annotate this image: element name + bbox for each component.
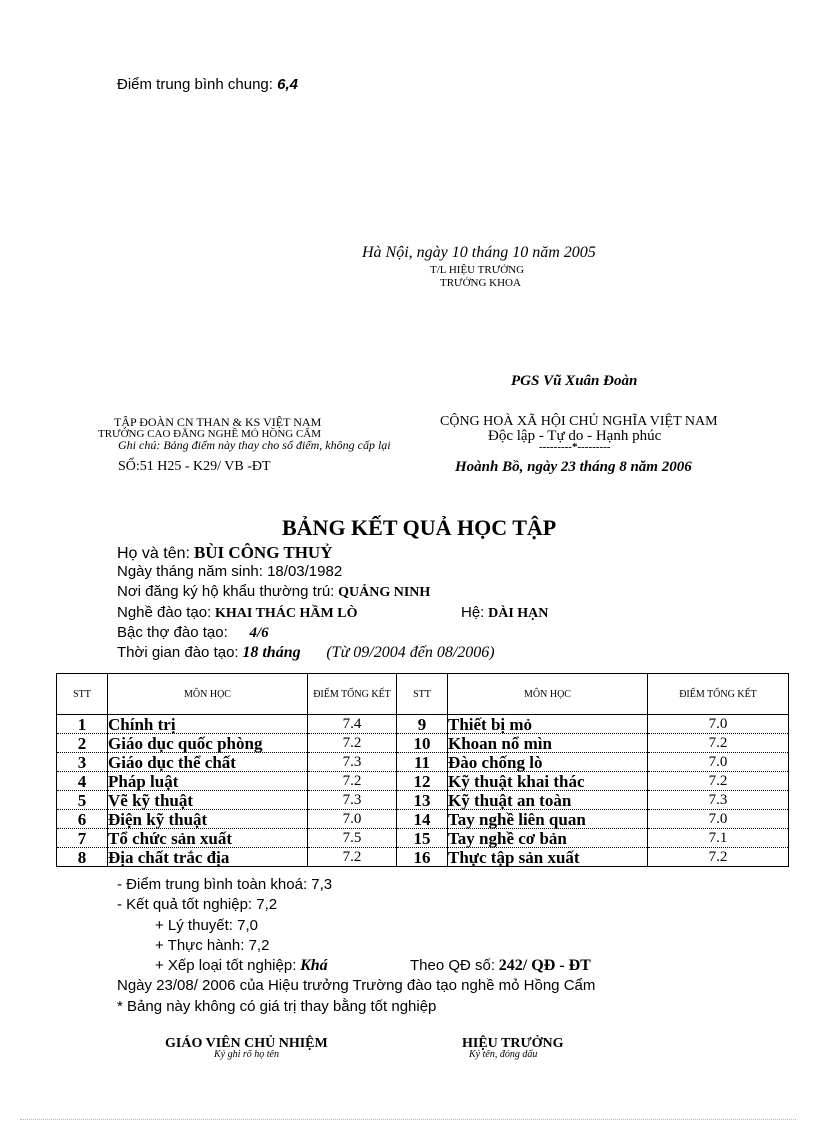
sign-top-title2: TRƯỞNG KHOA	[440, 277, 521, 289]
header-subject: MÔN HỌC	[108, 674, 308, 715]
row-score: 7.0	[648, 715, 789, 734]
top-average-line	[117, 76, 298, 93]
level-value: 4/6	[249, 625, 269, 641]
summary-average: - Điểm trung bình toàn khoá: 7,3	[117, 876, 333, 893]
sign-top-name: PGS Vũ Xuân Đoàn	[511, 373, 638, 389]
nation-separator: ---------*---------	[539, 441, 611, 453]
dob-label: Ngày tháng năm sinh:	[117, 563, 263, 580]
residence-line	[117, 583, 430, 601]
row-score: 7.4	[308, 715, 397, 734]
row-stt: 2	[57, 734, 108, 753]
row-score: 7.2	[648, 848, 789, 867]
sign-teacher-sub: Ký ghi rõ họ tên	[214, 1049, 279, 1060]
summary-theory: + Lý thuyết: 7,0	[155, 917, 258, 934]
row-score: 7.2	[308, 848, 397, 867]
row-stt: 5	[57, 791, 108, 810]
sign-principal-sub: Ký tên, đóng dấu	[469, 1049, 538, 1060]
row-score: 7.2	[308, 734, 397, 753]
row-stt: 10	[397, 734, 448, 753]
rank-value: Khá	[300, 957, 328, 974]
header-score: ĐIỂM TỔNG KẾT	[648, 674, 789, 715]
row-score: 7.0	[648, 753, 789, 772]
major-label: Nghề đào tạo:	[117, 604, 212, 621]
row-score: 7.0	[648, 810, 789, 829]
row-subject: Kỹ thuật an toàn	[448, 791, 648, 810]
system-line	[461, 604, 548, 622]
top-average-value: 6,4	[277, 76, 298, 93]
row-stt: 15	[397, 829, 448, 848]
row-stt: 11	[397, 753, 448, 772]
grades-table	[56, 673, 789, 867]
residence-label: Nơi đăng ký hộ khẩu thường trú:	[117, 583, 335, 600]
row-score: 7.2	[648, 734, 789, 753]
row-subject: Chính trị	[108, 715, 308, 734]
duration-period: (Từ 09/2004 đến 08/2006)	[326, 644, 495, 661]
decision-line	[410, 957, 591, 975]
row-stt: 12	[397, 772, 448, 791]
row-stt: 3	[57, 753, 108, 772]
duration-value: 18 tháng	[242, 644, 301, 661]
row-subject: Thực tập sản xuất	[448, 848, 648, 867]
page-title: BẢNG KẾT QUẢ HỌC TẬP	[282, 515, 557, 540]
note: Ghi chú: Bảng điểm này thay cho sổ điểm, không cấp lại	[118, 438, 391, 452]
row-score: 7.3	[308, 791, 397, 810]
row-score: 7.1	[648, 829, 789, 848]
table-row	[57, 772, 789, 791]
row-subject: Kỹ thuật khai thác	[448, 772, 648, 791]
student-name: BÙI CÔNG THUỶ	[193, 543, 333, 562]
row-subject: Địa chất trắc địa	[108, 848, 308, 867]
decision-issued: Ngày 23/08/ 2006 của Hiệu trưởng Trường đào tạo nghề mỏ Hồng Cẩm	[117, 977, 596, 994]
row-stt: 1	[57, 715, 108, 734]
table-row	[57, 715, 789, 734]
row-subject: Vẽ kỹ thuật	[108, 791, 308, 810]
page-bottom-divider	[20, 1119, 796, 1120]
summary-graduation: - Kết quả tốt nghiệp: 7,2	[117, 896, 278, 913]
row-stt: 9	[397, 715, 448, 734]
major-value: KHAI THÁC HẦM LÒ	[215, 606, 358, 621]
table-row	[57, 791, 789, 810]
row-stt: 13	[397, 791, 448, 810]
row-subject: Đào chống lò	[448, 753, 648, 772]
major-line	[117, 604, 357, 622]
table-row	[57, 753, 789, 772]
row-subject: Tay nghề cơ bản	[448, 829, 648, 848]
row-subject: Giáo dục thể chất	[108, 753, 308, 772]
row-score: 7.3	[648, 791, 789, 810]
top-average-label: Điểm trung bình chung:	[117, 76, 273, 93]
decision-label: Theo QĐ số:	[410, 957, 496, 974]
row-stt: 6	[57, 810, 108, 829]
row-subject: Thiết bị mỏ	[448, 715, 648, 734]
system-label: Hệ:	[461, 604, 485, 621]
duration-label: Thời gian đào tạo:	[117, 644, 239, 661]
table-header-row	[57, 674, 789, 715]
row-stt: 14	[397, 810, 448, 829]
summary-practice: + Thực hành: 7,2	[155, 937, 270, 954]
row-stt: 16	[397, 848, 448, 867]
issue-date: Hoành Bồ, ngày 23 tháng 8 năm 2006	[455, 459, 692, 475]
duration-line	[117, 644, 495, 662]
dob-line	[117, 563, 342, 580]
sign-top-date: Hà Nội, ngày 10 tháng 10 năm 2005	[362, 244, 596, 261]
doc-number: SỐ:51 H25 - K29/ VB -ĐT	[118, 459, 271, 474]
sign-top-title1: T/L HIỆU TRƯỞNG	[430, 264, 525, 276]
level-label: Bậc thợ đào tạo:	[117, 624, 228, 641]
sign-teacher-title: GIÁO VIÊN CHỦ NHIỆM	[165, 1036, 328, 1051]
table-row	[57, 829, 789, 848]
row-score: 7.5	[308, 829, 397, 848]
header-score: ĐIỂM TỔNG KẾT	[308, 674, 397, 715]
table-row	[57, 848, 789, 867]
student-name-label: Họ và tên:	[117, 545, 190, 562]
table-row	[57, 734, 789, 753]
row-subject: Tay nghề liên quan	[448, 810, 648, 829]
row-score: 7.2	[648, 772, 789, 791]
row-subject: Điện kỹ thuật	[108, 810, 308, 829]
rank-label: + Xếp loại tốt nghiệp:	[155, 957, 297, 974]
header-subject: MÔN HỌC	[448, 674, 648, 715]
row-score: 7.0	[308, 810, 397, 829]
table-row	[57, 810, 789, 829]
residence-value: QUẢNG NINH	[338, 585, 431, 600]
org-name: TẬP ĐOÀN CN THAN & KS VIỆT NAM	[114, 415, 322, 429]
summary-rank-line	[155, 957, 328, 975]
row-stt: 8	[57, 848, 108, 867]
row-score: 7.2	[308, 772, 397, 791]
level-line	[117, 624, 269, 642]
decision-value: 242/ QĐ - ĐT	[498, 957, 591, 974]
nation-title: CỘNG HOÀ XÃ HỘI CHỦ NGHĨA VIỆT NAM	[440, 414, 718, 429]
row-subject: Pháp luật	[108, 772, 308, 791]
system-value: DÀI HẠN	[488, 606, 549, 621]
header-stt: STT	[397, 674, 448, 715]
row-score: 7.3	[308, 753, 397, 772]
row-subject: Tổ chức sản xuất	[108, 829, 308, 848]
student-name-line	[117, 543, 332, 563]
school-name: TRƯỜNG CAO ĐẲNG NGHỀ MỎ HỒNG CẨM	[98, 428, 322, 440]
row-stt: 4	[57, 772, 108, 791]
sign-principal-title: HIỆU TRƯỞNG	[462, 1036, 564, 1051]
disclaimer: * Bảng này không có giá trị thay bằng tốt nghiệp	[117, 998, 437, 1015]
dob-value: 18/03/1982	[267, 563, 343, 580]
row-subject: Khoan nổ mìn	[448, 734, 648, 753]
row-stt: 7	[57, 829, 108, 848]
row-subject: Giáo dục quốc phòng	[108, 734, 308, 753]
nation-motto: Độc lập - Tự do - Hạnh phúc	[488, 428, 662, 444]
header-stt: STT	[57, 674, 108, 715]
